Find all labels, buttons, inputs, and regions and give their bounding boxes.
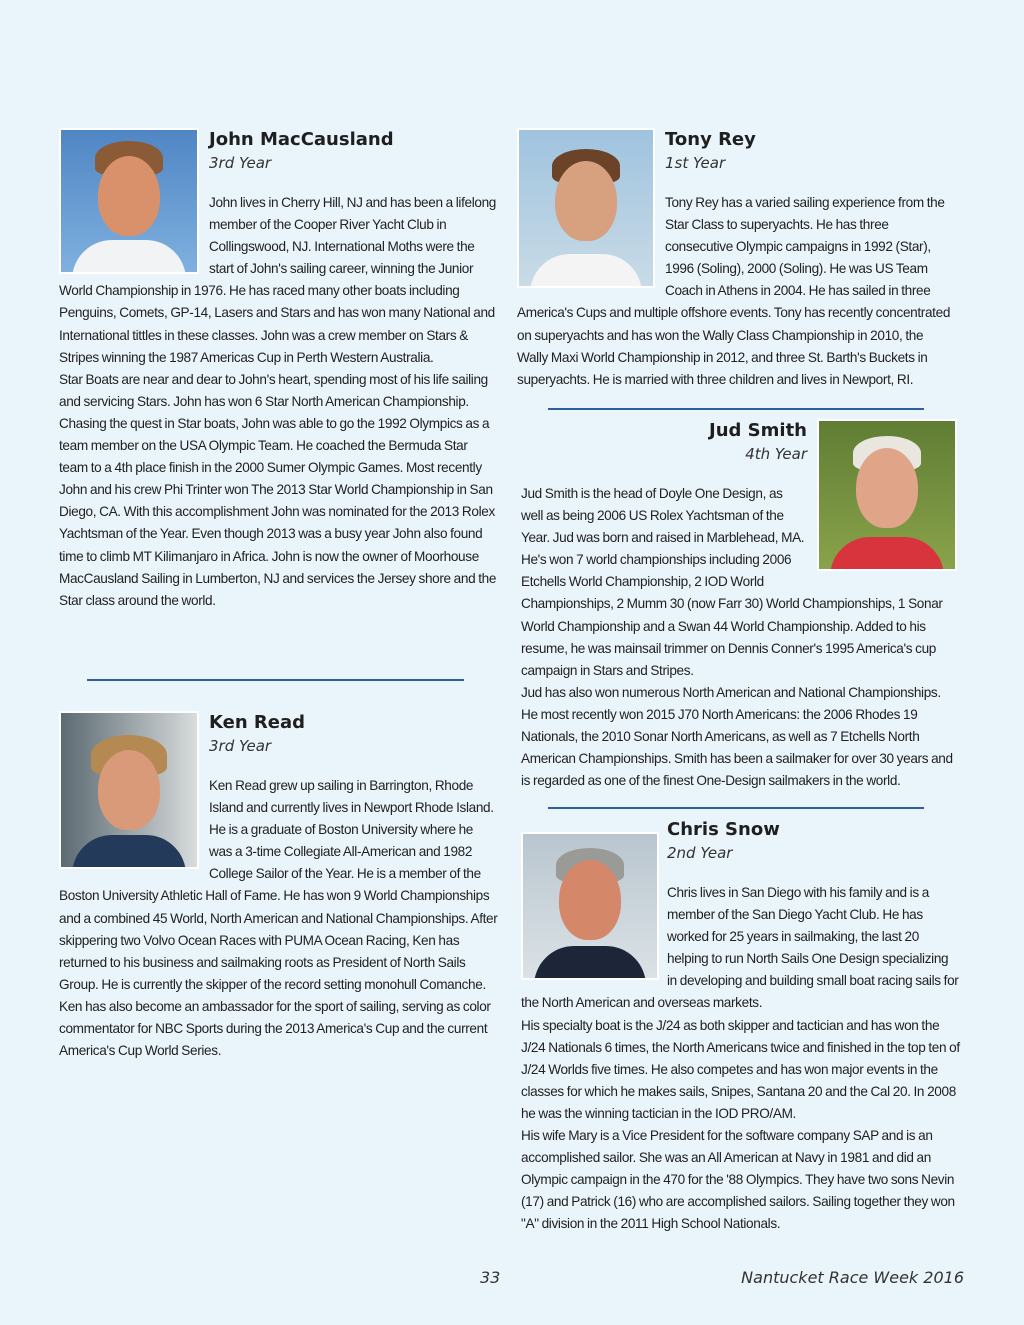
bio-paragraph: John lives in Cherry Hill, NJ and has been a lifelong member of the Cooper River Yacht Club in Collingswood, NJ. International Moths were the start of John's sailing career, winning the Junior World Championship in 1976. He has raced many other boats including Penguins, Comets, GP-14, Lasers and Stars and has won many National and International tittles in these classes. John was a crew member on Stars & Stripes winning the 1987 Americas Cup in Perth Western Australia. [59, 195, 497, 365]
page-number: 33 [480, 1268, 501, 1287]
bio-paragraph: His specialty boat is the J/24 as both skipper and tactician and has won the J/24 Nationals 6 times, the North Americans twice and finished in the top ten of J/24 Worlds five times. He also competes and has won major events in the classes for which he makes sails, Snipes, Santana 20 and the Cal 20. In 2008 he was the winning tactician in the IOD PRO/AM. [521, 1017, 960, 1121]
bio-chris-snow [521, 818, 961, 1236]
bio-paragraph: Ken Read grew up sailing in Barrington, Rhode Island and currently lives in Newport Rhode Island. He is a graduate of Boston University where he was a 3-time Collegiate All-American and 1982 College Sailor of the Year. He is a member of the Boston University Athletic Hall of Fame. He has won 9 World Championships and a combined 45 World, North American and National Championships. After skippering two Volvo Ocean Races with PUMA Ocean Racing, Ken has returned to his business and sailmaking roots as President of North Sails Group. He is currently the skipper of the record setting monohull Comanche. Ken has also become an ambassador for the sport of sailing, serving as color commentator for NBC Sports during the 2013 America's Cup and the current America's Cup World Series. [59, 778, 498, 1059]
bio-paragraph: Chris lives in San Diego with his family and is a member of the San Diego Yacht Club. He has worked for 25 years in sailmaking, the last 20 helping to run North Sails One Design specializing in developing and building small boat racing sails for the North American and overseas markets. [521, 885, 959, 1011]
bio-name: Ken Read [209, 712, 306, 733]
bio-year: 2nd Year [667, 844, 733, 862]
publication-title: Nantucket Race Week 2016 [741, 1268, 964, 1287]
section-divider [87, 679, 464, 681]
bio-ken-read [59, 711, 499, 1062]
bio-paragraph: His wife Mary is a Vice President for the software company SAP and is an accomplished sailor. She was an All American at Navy in 1981 and did an Olympic campaign in the 470 for the '88 Olympics. They have two sons Nevin (17) and Patrick (16) who are accomplished sailors. Sailing together they won "A" division in the 2011 High School Nationals. [521, 1128, 955, 1232]
portrait-photo [59, 711, 199, 869]
portrait-photo [59, 128, 199, 274]
bio-name: John MacCausland [209, 129, 394, 150]
section-divider [548, 807, 924, 809]
bio-paragraph: Jud Smith is the head of Doyle One Design, as well as being 2006 US Rolex Yachtsman of the Year. Jud was born and raised in Marblehead, MA. He's won 7 world championships including 2006 Etchells World Championship, 2 IOD World Championships, 2 Mumm 30 (now Farr 30) World Championships, 1 Sonar World Championship and a Swan 44 World Championship. Added to his resume, he was mainsail trimmer on Dennis Conner's 1995 America's cup campaign in Stars and Stripes. [521, 486, 943, 678]
bio-tony-rey [517, 128, 957, 391]
portrait-photo [817, 419, 957, 571]
bio-year: 3rd Year [209, 737, 272, 755]
portrait-photo [521, 832, 659, 980]
bio-john-maccausland [59, 128, 499, 612]
bio-year: 3rd Year [209, 154, 272, 172]
bio-paragraph: Jud has also won numerous North American and National Championships. He most recently won 2015 J70 North Americans: the 2006 Rhodes 19 Nationals, the 2010 Sonar North Americans, as well as 7 Etchells North American Championships. Smith has been a sailmaker for over 30 years and is regarded as one of the finest One-Design sailmakers in the world. [521, 684, 953, 789]
section-divider [548, 408, 924, 410]
portrait-photo [517, 128, 655, 288]
bio-paragraph: Tony Rey has a varied sailing experience from the Star Class to superyachts. He has three consecutive Olympic campaigns in 1992 (Star), 1996 (Soling), 2000 (Soling). He was US Team Coach in Athens in 2004. He has sailed in three America's Cups and multiple offshore events. Tony has recently concentrated on superyachts and has won the Wally Class Championship in 2010, the Wally Maxi World Championship in 2012, and three St. Barth's Buckets in superyachts. He is married with three children and lives in Newport, RI. [517, 195, 951, 387]
bio-name: Tony Rey [665, 129, 756, 150]
bio-year: 4th Year [745, 445, 807, 463]
bio-year: 1st Year [665, 154, 726, 172]
bio-name: Chris Snow [667, 819, 780, 840]
bio-jud-smith [521, 419, 957, 792]
bio-name: Jud Smith [709, 420, 807, 441]
bio-paragraph: Star Boats are near and dear to John's heart, spending most of his life sailing and servicing Stars. John has won 6 Star North American Championship. Chasing the quest in Star boats, John was able to go the 1992 Olympics as a team member on the USA Olympic Team. He coached the Bermuda Star team to a 4th place finish in the 2000 Sumer Olympic Games. Most recently John and his crew Phi Trinter won The 2013 Star World Championship in San Diego, CA. With this accomplishment John was nominated for the 2013 Rolex Yachtsman of the Year. Even though 2013 was a busy year John also found time to climb MT Kilimanjaro in Africa. John is now the owner of Moorhouse MacCausland Sailing in Lumberton, NJ and services the Jersey shore and the Star class around the world. [59, 371, 497, 608]
